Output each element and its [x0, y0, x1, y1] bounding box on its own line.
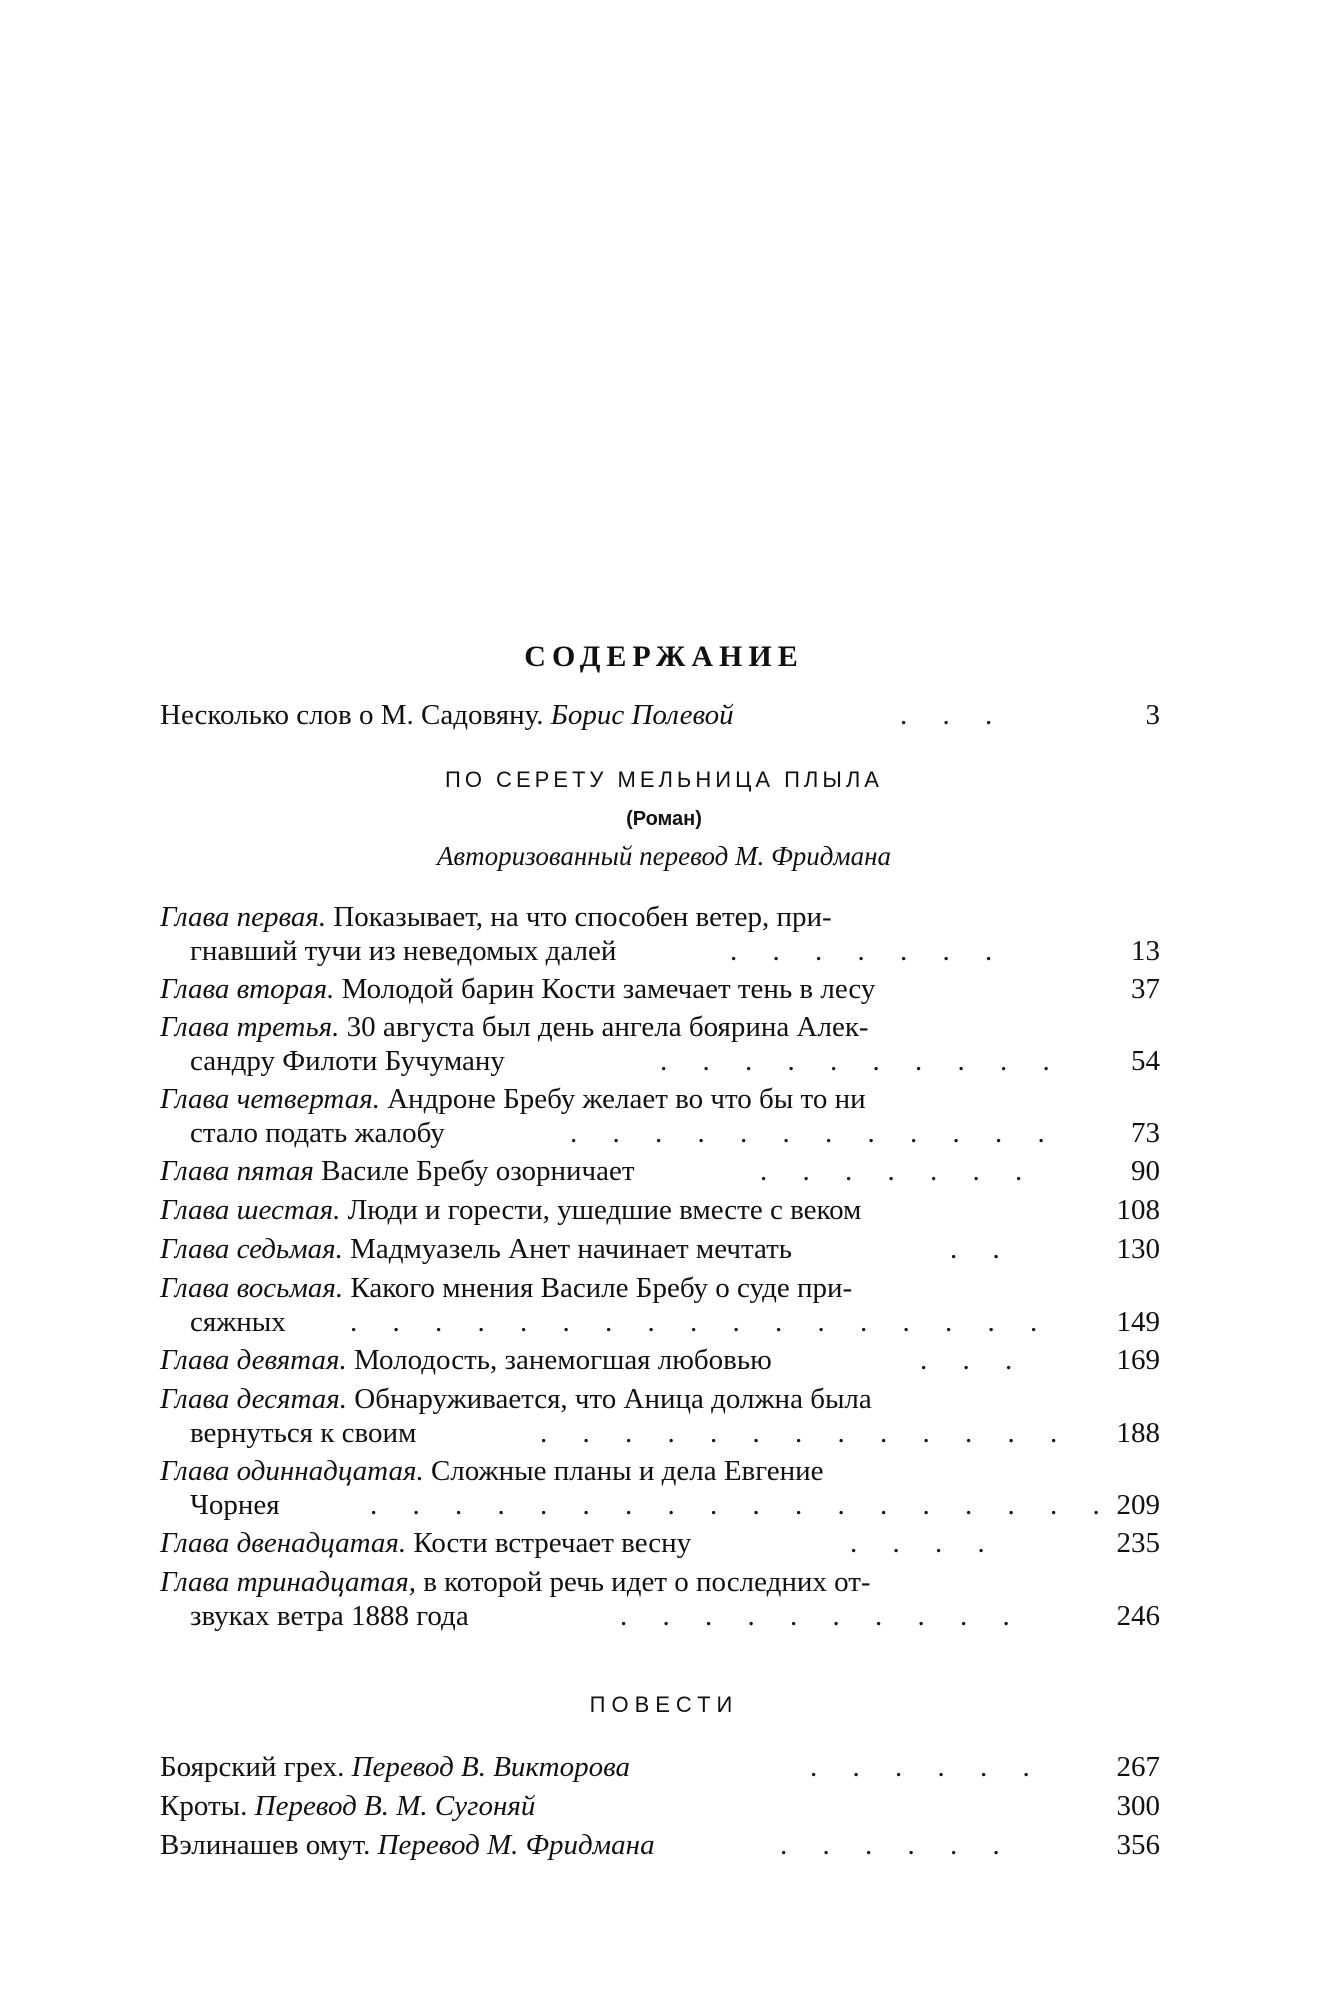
- chapter-page-number: 90: [1131, 1155, 1160, 1187]
- chapter-title: Глава двенадцатая.: [160, 1527, 407, 1559]
- chapter-entry: [160, 1343, 1160, 1377]
- chapter-page-number: 235: [1116, 1527, 1160, 1559]
- chapter-description: Показывает, на что способен ветер, при-: [326, 901, 832, 933]
- chapter-title: Глава девятая.: [160, 1344, 347, 1376]
- chapter-dots: . . . . . . . . . . . . . . . . . .: [370, 1489, 1114, 1521]
- chapter-entry: [160, 972, 1160, 1006]
- story-title: Вэлинашев омут.: [160, 1829, 371, 1861]
- intro-page-number: 3: [1145, 699, 1160, 731]
- chapter-description-continued: звуках ветра 1888 года: [190, 1600, 469, 1632]
- story-title: Кроты.: [160, 1790, 248, 1822]
- chapter-description: Какого мнения Василе Бребу о суде при-: [343, 1272, 853, 1304]
- chapter-entry: [160, 1082, 1160, 1150]
- chapter-page-number: 209: [1116, 1489, 1160, 1521]
- chapter-description: в которой речь идет о последних от-: [415, 1566, 871, 1598]
- story-entry: [160, 1750, 1160, 1784]
- chapter-entry: [160, 1565, 1160, 1633]
- chapter-dots: . . . . . . . . . . . . .: [540, 1417, 1072, 1449]
- chapter-description-continued: стало подать жалобу: [190, 1117, 445, 1149]
- chapter-page-number: 13: [1131, 935, 1160, 967]
- chapter-dots: . . . . . . . . . .: [620, 1600, 1024, 1632]
- chapter-description: Сложные планы и дела Евгение: [423, 1455, 824, 1487]
- chapter-entry: [160, 1382, 1160, 1450]
- chapter-dots: . . . .: [850, 1527, 999, 1559]
- chapter-entry: [160, 1271, 1160, 1339]
- stories-title: ПОВЕСТИ: [589, 1692, 739, 1717]
- novel-title: ПО СЕРЕТУ МЕЛЬНИЦА ПЛЫЛА: [445, 767, 883, 792]
- chapter-title: Глава одиннадцатая.: [160, 1455, 424, 1487]
- chapter-page-number: 73: [1131, 1117, 1160, 1149]
- chapter-description: Кости встречает весну: [406, 1527, 692, 1559]
- chapter-entry: [160, 1454, 1160, 1522]
- chapter-page-number: 246: [1116, 1600, 1160, 1632]
- chapter-description: 30 августа был день ангела боярина Алек-: [339, 1011, 869, 1043]
- chapter-title: Глава первая.: [160, 901, 327, 933]
- chapter-title: Глава тринадцатая,: [160, 1566, 416, 1598]
- toc-entry-intro: [160, 698, 1160, 732]
- chapter-page-number: 108: [1116, 1194, 1160, 1226]
- story-title: Боярский грех.: [160, 1751, 345, 1783]
- chapter-page-number: 149: [1116, 1306, 1160, 1338]
- intro-dots: . . .: [900, 699, 1007, 731]
- story-page-number: 267: [1116, 1751, 1160, 1783]
- chapter-dots: . .: [950, 1233, 1014, 1265]
- chapter-page-number: 54: [1131, 1045, 1160, 1077]
- chapter-title: Глава пятая: [160, 1155, 314, 1187]
- chapter-dots: . . . . . . . . . .: [660, 1045, 1064, 1077]
- chapter-title: Глава шестая.: [160, 1194, 341, 1226]
- chapter-page-number: 37: [1131, 973, 1160, 1005]
- chapter-entry: [160, 1154, 1160, 1188]
- chapter-description-continued: сандру Филоти Бучуману: [190, 1045, 505, 1077]
- chapter-dots: . . . . . . . . . . . .: [570, 1117, 1059, 1149]
- story-dots: . . . . . .: [810, 1751, 1044, 1783]
- chapter-title: Глава седьмая.: [160, 1233, 343, 1265]
- chapter-page-number: 130: [1116, 1233, 1160, 1265]
- chapter-entry: [160, 1526, 1160, 1560]
- story-translator: Перевод М. Фридмана: [377, 1829, 655, 1861]
- story-dots: . . . . . .: [780, 1829, 1014, 1861]
- novel-translator: Авторизованный перевод М. Фридмана: [436, 841, 892, 871]
- chapter-entry: [160, 900, 1160, 968]
- chapter-dots: . . .: [920, 1344, 1027, 1376]
- story-page-number: 300: [1116, 1790, 1160, 1822]
- chapter-description: Мадмуазель Анет начинает мечтать: [342, 1233, 793, 1265]
- story-page-number: 356: [1116, 1829, 1160, 1861]
- chapter-description: Молодой барин Кости замечает тень в лесу: [334, 973, 876, 1005]
- intro-text: Несколько слов о М. Садовяну.: [160, 699, 544, 731]
- chapter-description-continued: Чорнея: [190, 1489, 280, 1521]
- intro-author: Борис Полевой: [550, 699, 734, 731]
- novel-genre: (Роман): [626, 808, 702, 830]
- chapter-page-number: 169: [1116, 1344, 1160, 1376]
- chapter-description: Молодость, занемогшая любовью: [346, 1344, 772, 1376]
- toc-title: СОДЕРЖАНИЕ: [524, 640, 804, 673]
- chapter-dots: . . . . . . .: [760, 1155, 1037, 1187]
- chapter-description-continued: сяжных: [190, 1306, 286, 1338]
- story-translator: Перевод В. Викторова: [351, 1751, 630, 1783]
- chapter-description-continued: вернуться к своим: [190, 1417, 417, 1449]
- chapter-title: Глава восьмая.: [160, 1272, 344, 1304]
- chapter-entry: [160, 1193, 1160, 1227]
- chapter-title: Глава десятая.: [160, 1383, 347, 1415]
- chapter-description: Андроне Бребу желает во что бы то ни: [379, 1083, 866, 1115]
- chapter-title: Глава вторая.: [160, 973, 335, 1005]
- chapter-entry: [160, 1232, 1160, 1266]
- story-entry: [160, 1789, 1160, 1823]
- chapter-title: Глава четвертая.: [160, 1083, 380, 1115]
- chapter-title: Глава третья.: [160, 1011, 340, 1043]
- chapter-description: Обнаруживается, что Аница должна была: [347, 1383, 872, 1415]
- chapter-page-number: 188: [1116, 1417, 1160, 1449]
- chapter-description: Люди и горести, ушедшие вместе с веком: [340, 1194, 862, 1226]
- chapter-dots: . . . . . . . . . . . . . . . . .: [350, 1306, 1052, 1338]
- chapter-description-continued: гнавший тучи из неведомых далей: [190, 935, 617, 967]
- story-translator: Перевод В. М. Сугоняй: [254, 1790, 536, 1822]
- chapter-dots: . . . . . . .: [730, 935, 1007, 967]
- story-entry: [160, 1828, 1160, 1862]
- chapter-entry: [160, 1010, 1160, 1078]
- chapter-description: Василе Бребу озорничает: [313, 1155, 635, 1187]
